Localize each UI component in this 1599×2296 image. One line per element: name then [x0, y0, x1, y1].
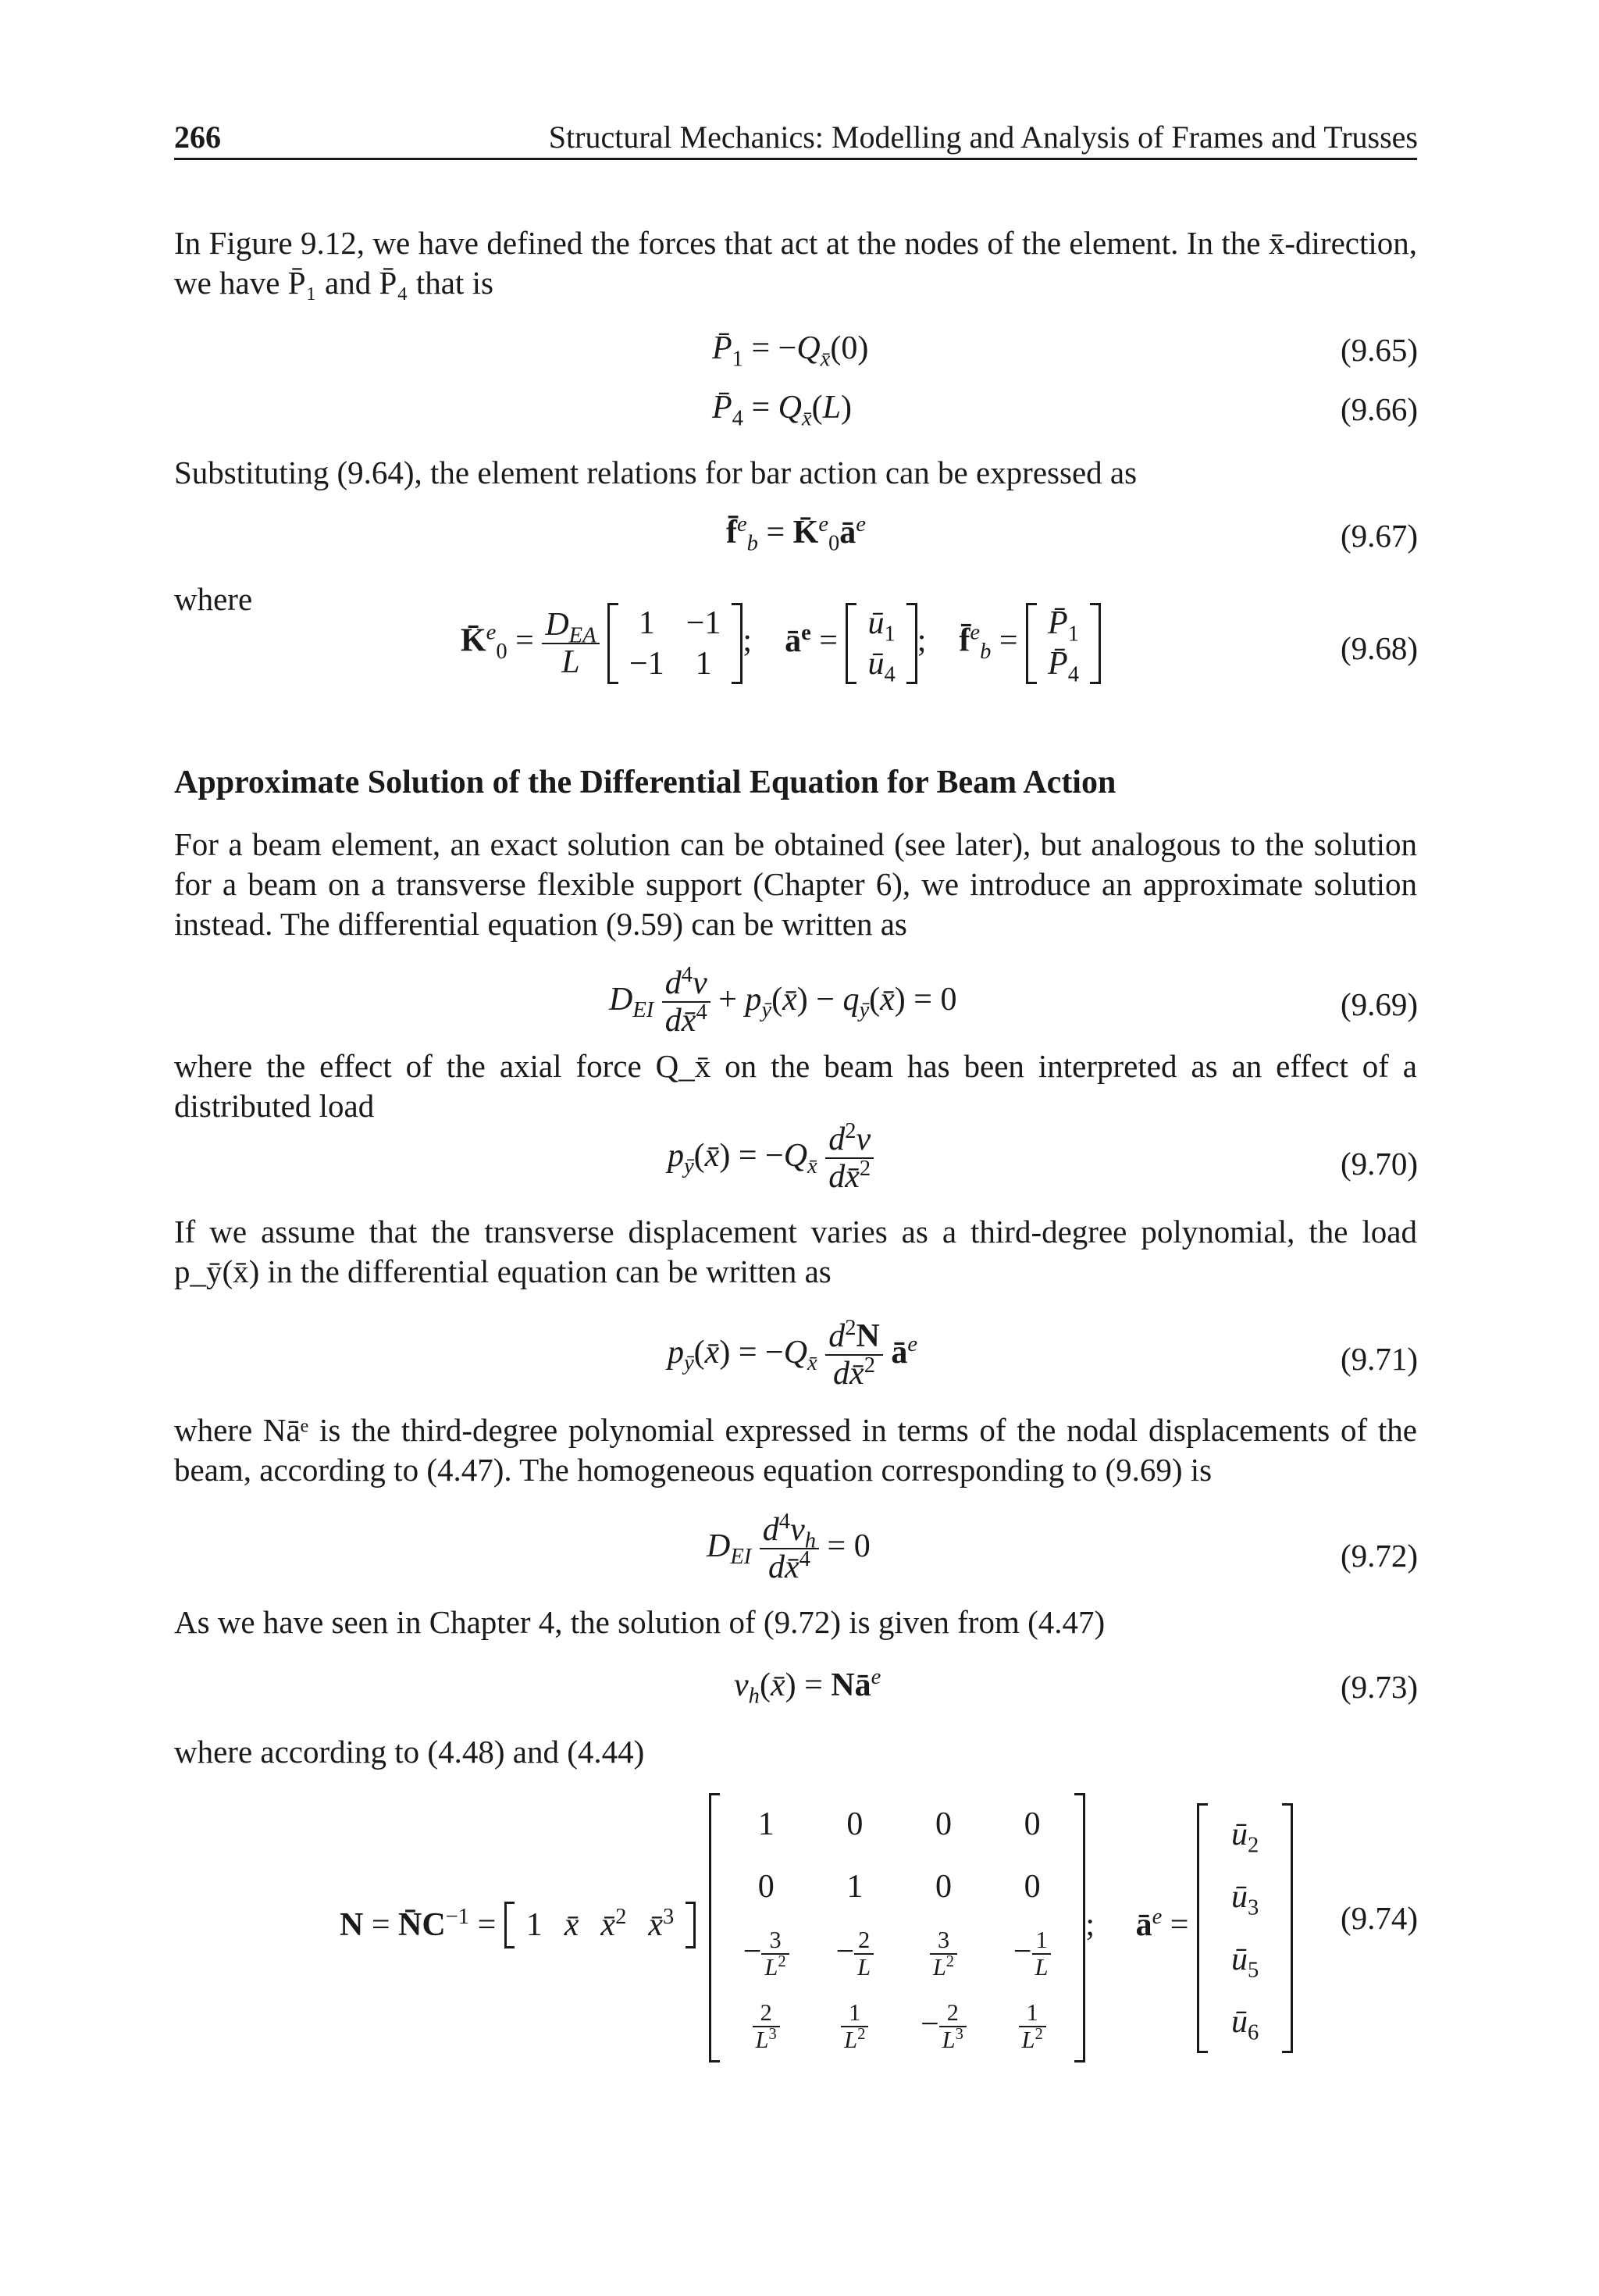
page-number: 266: [174, 119, 221, 155]
header-rule: [174, 158, 1417, 160]
equation-9-71: $p_ȳ(x̄) = -Q_{x̄}$ $\frac{d^2N}{dx̄^2}$ $ā^e$: [668, 1316, 917, 1392]
eq-number-9-74: (9.74): [1340, 1900, 1418, 1936]
eq-number-9-69: (9.69): [1340, 986, 1418, 1022]
paragraph-substituting: Substituting (9.64), the element relations for bar action can be expressed as: [174, 455, 1138, 490]
paragraph-third-degree: If we assume that the transverse displacement varies as a third-degree polynomial, the load p_ȳ(x̄) in the differential equation can be written as: [174, 1214, 1417, 1289]
equation-9-68: K̄$^e_0$ = $\frac{D_{EA}}{L}$ 1 −1 −1 1 ; $ā^e$ = $ū_1$ $ū_4$ ; f̄$^e_b$ = $P̄_1$ $P̄_4$: [461, 603, 1101, 684]
eq-number-9-65: (9.65): [1340, 332, 1418, 368]
paragraph-axial-force: where the effect of the axial force Q_x̄ on the beam has been interpreted as an effect of a distributed load: [174, 1048, 1417, 1124]
eq-number-9-73: (9.73): [1340, 1669, 1418, 1705]
equation-9-74: $N = N̄C^{-1} = 1$ x̄ x̄$^2$ x̄$^3$ 1 0 0 0 0 1 0 0 − $\frac{3}{L^2}$ − $\frac{2}{L}$ $\frac{3}{L^2}$ − $\frac{1}{L}$ $\frac{2}{L^3}$ $\frac{1}{L^2}$ − $\frac{2}{L^3}$ $\frac{1}{L^2}$ ; $ā^e$ = $ū_2$ $ū_3$ $ū_5$ $ū_6$: [340, 1793, 1293, 2062]
equation-9-70: $p_ȳ(x̄) = -Q_{x̄}$ $\frac{d^2v}{dx̄^2}$: [668, 1121, 874, 1195]
paragraph-chapter4: As we have seen in Chapter 4, the solution of (9.72) is given from (4.47): [174, 1604, 1106, 1640]
paragraph-beam-element: For a beam element, an exact solution can be obtained (see later), but analogous to the solution for a beam on a transverse flexible support (Chapter 6), we introduce an approximate solution instead. The differential equation (9.59) can be written as: [174, 826, 1417, 942]
equation-9-67: f̄$^e_b$ = $K̄^e_0ā^e$: [726, 512, 866, 556]
eq-number-9-67: (9.67): [1340, 518, 1418, 554]
equation-9-72: $D_{EI}$ $\frac{d^4v_h}{dx̄^4}$ = 0: [707, 1510, 871, 1586]
eq-number-9-72: (9.72): [1340, 1538, 1418, 1574]
eq-number-9-71: (9.71): [1340, 1341, 1418, 1377]
eq-number-9-70: (9.70): [1340, 1146, 1418, 1182]
paragraph-homogeneous: where Nāᵉ is the third-degree polynomial expressed in terms of the nodal displacements of the beam, according to (4.47). The homogeneous equation corresponding to (9.69) is: [174, 1412, 1417, 1488]
equation-9-73: $v_h(x̄)$ = $Nā^e$: [734, 1665, 881, 1709]
equation-9-66: $P̄_4 = Q_{x̄}(L)$: [712, 390, 852, 431]
eq-number-9-66: (9.66): [1340, 391, 1418, 427]
equation-9-69: $D_{EI}$ $\frac{d^4v}{dx̄^4}$ + $p_ȳ(x̄)$ − $q_ȳ(x̄) = 0$: [609, 963, 957, 1039]
section-heading: Approximate Solution of the Differential Equation for Beam Action: [174, 765, 1116, 800]
paragraph-forces: In Figure 9.12, we have defined the forces that act at the nodes of the element. In the x̄-direction, we have P̄₁ and P̄₄ that is: [174, 225, 1417, 301]
where-label: where: [174, 581, 253, 617]
eq-number-9-68: (9.68): [1340, 630, 1418, 666]
equation-9-65: $P̄_1 = -Q_{x̄}(0)$: [712, 330, 869, 372]
running-title: Structural Mechanics: Modelling and Analysis of Frames and Trusses: [548, 119, 1418, 155]
paragraph-according: where according to (4.48) and (4.44): [174, 1734, 645, 1770]
